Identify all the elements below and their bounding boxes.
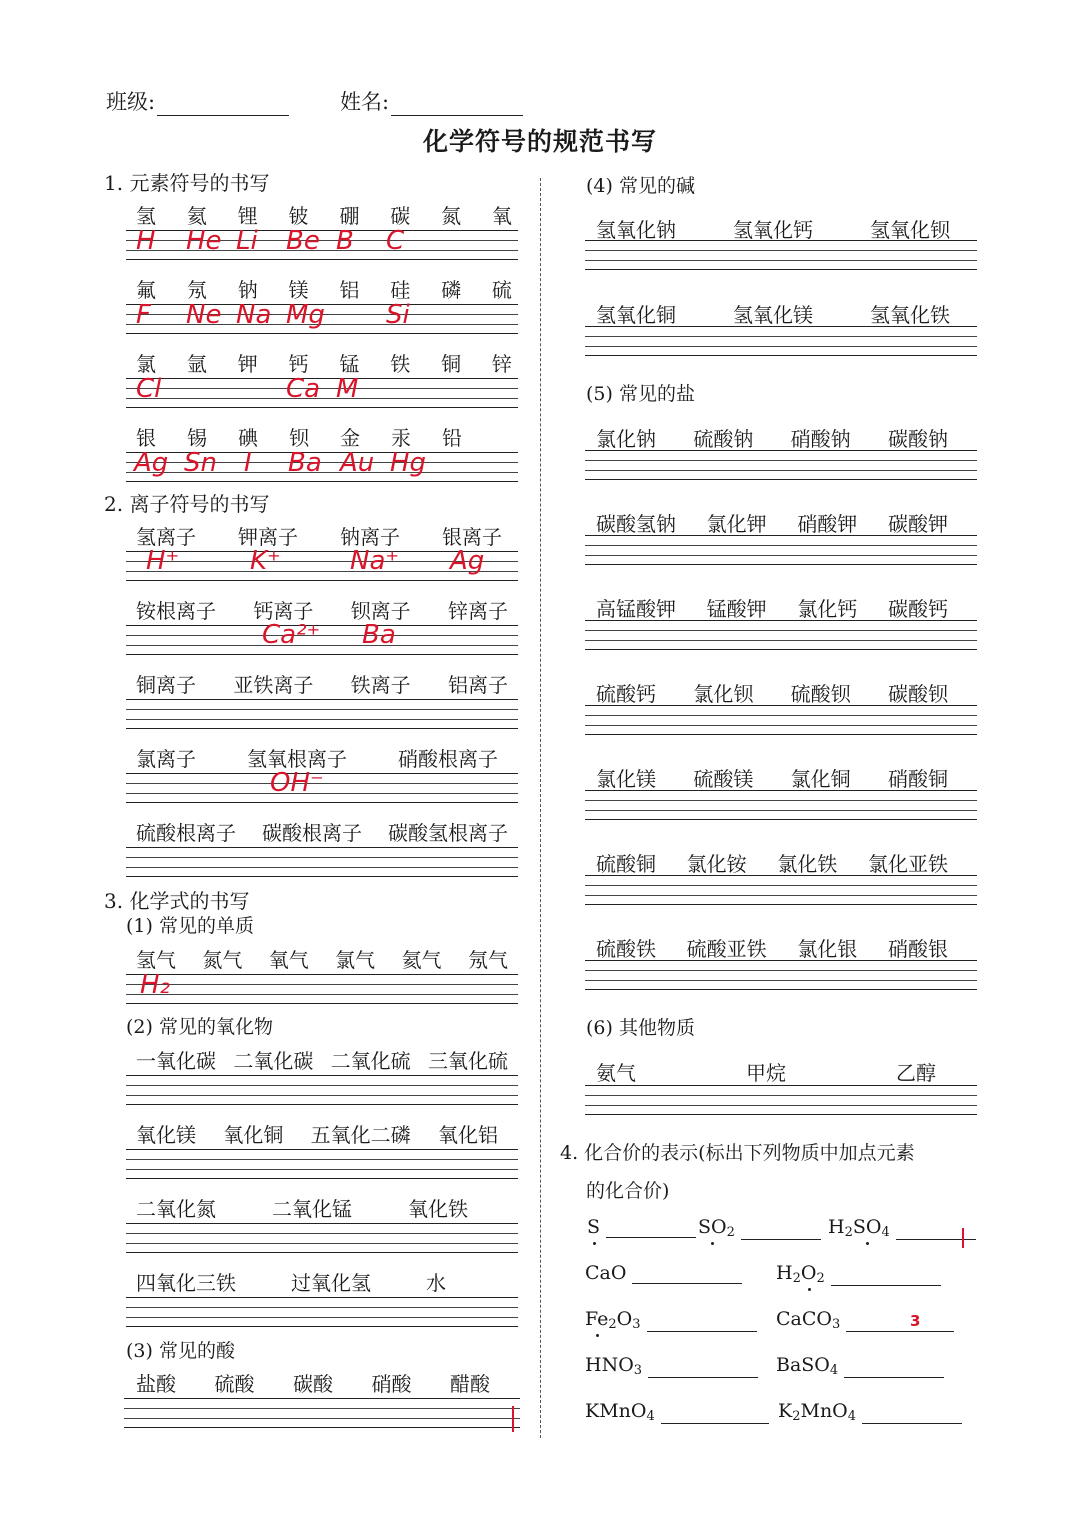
valence-Fe2O3[interactable]: $Fe_2O_3$ — [585, 1308, 757, 1332]
s1-answers-3: Ag Sn I Ba Au Hg — [134, 448, 427, 478]
sub5-row-3: 硫酸钙 氯化钡 硫酸钡 碳酸钡 — [596, 682, 948, 706]
sub5-heading: (5) 常见的盐 — [586, 383, 695, 405]
sub5-lines-1[interactable] — [585, 535, 977, 565]
sub5-row-4: 氯化镁 硫酸镁 氯化铜 硝酸铜 — [596, 767, 948, 791]
valence-KMnO4[interactable]: KMnO$_4$ — [585, 1400, 769, 1424]
sub5-lines-5[interactable] — [585, 875, 977, 905]
valence-H2O2[interactable]: $H_2O_2$ — [776, 1262, 941, 1286]
sub3-lines[interactable] — [124, 1398, 520, 1428]
sub2-lines-3[interactable] — [126, 1297, 518, 1327]
sub3-heading: (3) 常见的酸 — [126, 1340, 235, 1362]
sub1-row: 氢气 氮气 氧气 氯气 氦气 氖气 — [136, 948, 508, 972]
sub5-row-1: 碳酸氢钠 氯化钾 硝酸钾 碳酸钾 — [596, 512, 948, 536]
name-label: 姓名: — [340, 90, 390, 114]
class-field[interactable] — [106, 86, 289, 116]
sub5-row-0: 氯化钠 硫酸钠 硝酸钠 碳酸钠 — [596, 427, 948, 451]
s1-row-1: 氟 氖 钠 镁 铝 硅 磷 硫 — [136, 278, 512, 302]
sub4-row-1: 氢氧化铜 氢氧化镁 氢氧化铁 — [596, 303, 950, 327]
valence-BaSO4[interactable]: BaSO$_4$ — [776, 1354, 944, 1378]
s2-lines-4[interactable] — [126, 847, 518, 877]
sub1-lines[interactable] — [126, 974, 518, 1004]
s2-row-4: 硫酸根离子 碳酸根离子 碳酸氢根离子 — [136, 821, 508, 845]
sub2-lines-2[interactable] — [126, 1223, 518, 1253]
sub5-row-2: 高锰酸钾 锰酸钾 氯化钙 碳酸钙 — [596, 597, 948, 621]
s2-answers-1: Ca²⁺ Ba — [262, 620, 396, 650]
s2-answers-3: OH⁻ — [270, 768, 324, 798]
s1-answers-2: Cl Ca M — [136, 374, 359, 404]
sub4-heading: (4) 常见的碱 — [586, 175, 695, 197]
sub2-lines-1[interactable] — [126, 1149, 518, 1179]
s2-row-0: 氢离子 钾离子 钠离子 银离子 — [136, 525, 502, 549]
s1-row-3: 银 锡 碘 钡 金 汞 铅 — [136, 426, 462, 450]
sub2-heading: (2) 常见的氧化物 — [126, 1016, 273, 1038]
class-label: 班级: — [106, 90, 156, 114]
s1-row-0: 氢 氦 锂 铍 硼 碳 氮 氧 — [136, 204, 512, 228]
sub3-row: 盐酸 硫酸 碳酸 硝酸 醋酸 — [136, 1372, 490, 1396]
valence-S[interactable]: S — [587, 1216, 696, 1238]
name-blank[interactable] — [391, 96, 523, 116]
sub2-row-1: 氧化镁 氧化铜 五氧化二磷 氧化铝 — [136, 1123, 498, 1147]
sub4-lines-0[interactable] — [585, 240, 977, 270]
valence-H2SO4[interactable]: $H_2SO_4$ — [828, 1216, 976, 1240]
valence-SO2[interactable]: $SO_2$ — [698, 1216, 821, 1240]
sub2-row-2: 二氧化氮 二氧化锰 氧化铁 — [136, 1197, 468, 1221]
s2-answers-0: H⁺ K⁺ Na⁺ Ag — [146, 546, 485, 576]
sub5-row-6: 硫酸铁 硫酸亚铁 氯化银 硝酸银 — [596, 937, 948, 961]
red-mark — [962, 1228, 964, 1248]
sub6-lines[interactable] — [585, 1085, 977, 1115]
s1-answers-0: H He Li Be B C — [136, 226, 405, 256]
sub5-lines-3[interactable] — [585, 705, 977, 735]
sub2-row-0: 一氧化碳 二氧化碳 二氧化硫 三氧化硫 — [136, 1049, 508, 1073]
sub6-row: 氨气 甲烷 乙醇 — [596, 1061, 936, 1085]
sub4-row-0: 氢氧化钠 氢氧化钙 氢氧化钡 — [596, 218, 950, 242]
s1-row-2: 氯 氩 钾 钙 锰 铁 铜 锌 — [136, 352, 512, 376]
s2-row-1: 铵根离子 钙离子 钡离子 锌离子 — [136, 599, 508, 623]
section1-heading: 1. 元素符号的书写 — [104, 171, 270, 195]
section4-heading-cont: 的化合价) — [586, 1180, 670, 1202]
valence-K2MnO4[interactable]: $K_2MnO_4$ — [778, 1400, 962, 1424]
page-title: 化学符号的规范书写 — [422, 127, 657, 156]
s2-row-3: 氯离子 氢氧根离子 硝酸根离子 — [136, 747, 498, 771]
sub2-row-3: 四氧化三铁 过氧化氢 水 — [136, 1271, 446, 1295]
sub5-row-5: 硫酸铜 氯化铵 氯化铁 氯化亚铁 — [596, 852, 948, 876]
sub5-lines-4[interactable] — [585, 790, 977, 820]
valence-CaCO3[interactable]: CaCO$_3$ — [776, 1308, 954, 1332]
section2-heading: 2. 离子符号的书写 — [104, 492, 270, 516]
s2-lines-2[interactable] — [126, 699, 518, 729]
sub1-heading: (1) 常见的单质 — [126, 915, 254, 937]
column-divider — [540, 178, 541, 1438]
s2-row-2: 铜离子 亚铁离子 铁离子 铝离子 — [136, 673, 508, 697]
valence-CaO[interactable]: CaO — [585, 1262, 742, 1284]
sub6-heading: (6) 其他物质 — [586, 1017, 695, 1039]
red-mark — [512, 1406, 514, 1432]
section4-heading: 4. 化合价的表示(标出下列物质中加点元素 — [560, 1142, 915, 1164]
name-field[interactable] — [340, 86, 523, 116]
sub4-lines-1[interactable] — [585, 326, 977, 356]
sub2-lines-0[interactable] — [126, 1075, 518, 1105]
red-mark-3: 3 — [910, 1312, 921, 1330]
sub5-lines-2[interactable] — [585, 620, 977, 650]
s1-answers-1: F Ne Na Mg Si — [136, 300, 410, 330]
class-blank[interactable] — [157, 96, 289, 116]
sub5-lines-6[interactable] — [585, 960, 977, 990]
sub5-lines-0[interactable] — [585, 450, 977, 480]
sub1-answers: H₂ — [140, 970, 170, 1000]
valence-HNO3[interactable]: $HNO_3$ — [585, 1354, 758, 1378]
section3-heading: 3. 化学式的书写 — [104, 889, 250, 913]
